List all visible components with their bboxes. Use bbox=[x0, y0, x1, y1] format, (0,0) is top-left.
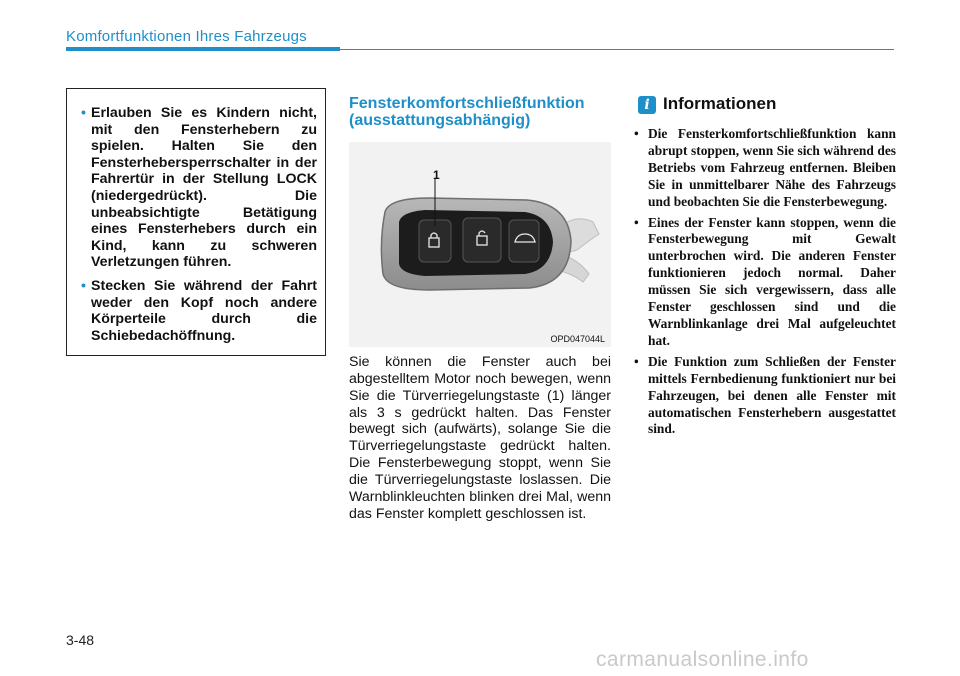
bullet-icon: • bbox=[634, 214, 639, 230]
bullet-icon: • bbox=[634, 126, 639, 141]
section-header-title: Komfortfunktionen Ihres Fahrzeugs bbox=[66, 28, 307, 45]
figure-label: OPD047044L bbox=[550, 334, 605, 344]
page-number: 3-48 bbox=[66, 632, 95, 648]
info-list bbox=[632, 126, 896, 442]
bullet-icon: • bbox=[634, 353, 639, 369]
callout-number: 1 bbox=[433, 168, 440, 182]
info-icon: i bbox=[638, 96, 656, 114]
info-text: Die Funktion zum Schließen der Fenster mittels Fernbedienung funktioniert nur bei Fahrzeugen, bei denen alle Fenster mit automatischen Fensterhebern ausgestattet sind. bbox=[648, 353, 896, 437]
warning-item bbox=[81, 278, 317, 344]
warning-item bbox=[81, 105, 317, 271]
warning-text: Stecken Sie während der Fahrt weder den Kopf noch andere Körperteile durch die Schiebedachöffnung. bbox=[91, 277, 317, 344]
bullet-icon: • bbox=[81, 105, 86, 121]
section-body-text: Sie können die Fenster auch bei abgestelltem Motor noch bewegen, wenn Sie die Türverriegelungstaste (1) länger als 3 s gedrückt halten. Das Fenster bewegt sich (aufwärts), solange Sie die Türverriegelungstaste gedrückt halten. Die Fensterbewegung stoppt, wenn Sie die Türverriegelungstaste loslassen. Die Warnblinkleuchten blinken drei Mal, wenn das Fenster komplett geschlossen ist. bbox=[349, 354, 611, 522]
header-rule-line bbox=[340, 49, 894, 50]
bullet-icon: • bbox=[81, 277, 86, 294]
info-item bbox=[632, 126, 896, 211]
warning-text: Erlauben Sie es Kindern nicht, mit den Fensterhebern zu spielen. Halten Sie den Fensterhebersperrschalter in der Fahrertür in der Stellung LOCK (niedergedrückt). Die unbeabsichtigte Betätigung eines Fensterhebers durch ein Kind, kann zu schweren Verletzungen führen. bbox=[91, 105, 317, 271]
info-item bbox=[632, 354, 896, 439]
section-title: Fensterkomfortschließfunktion (ausstattungsabhängig) bbox=[349, 95, 585, 129]
key-fob-figure bbox=[349, 142, 611, 347]
watermark: carmanualsonline.info bbox=[596, 648, 809, 671]
info-item bbox=[632, 215, 896, 350]
info-text: Die Fensterkomfortschließfunktion kann abrupt stoppen, wenn Sie sich während des Betriebs vom Fahrzeug entfernen. Bleiben Sie in unmittelbarer Nähe des Fahrzeugs und beobachten Sie die Fensterbewegung. bbox=[648, 126, 896, 209]
header-rule-accent bbox=[66, 47, 340, 51]
warning-box bbox=[66, 88, 326, 356]
info-text: Eines der Fenster kann stoppen, wenn die Fensterbewegung mit Gewalt unterbrochen wird. Die anderen Fenster funktionieren jedoch normal. Daher müssen Sie sich vergewissern, dass alle Fenster geschlossen sind und die Warnblinkanlage drei Mal aufgeleuchtet hat. bbox=[648, 214, 896, 348]
info-title: Informationen bbox=[663, 94, 777, 113]
info-header bbox=[638, 96, 898, 118]
smart-key-icon bbox=[349, 142, 611, 347]
